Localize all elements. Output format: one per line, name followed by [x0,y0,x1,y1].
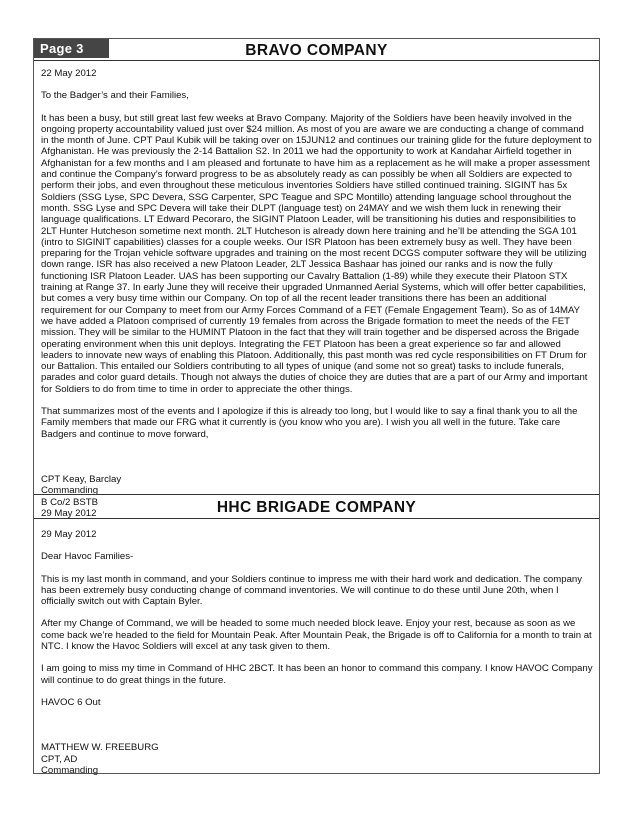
page-number-label: Page 3 [34,39,109,58]
hhc-paragraph: I am going to miss my time in Command of HHC 2BCT. It has been an honor to command this company. I know HAVOC Company will continue to do great things in the future. [41,663,593,686]
hhc-top-divider [34,494,599,495]
bravo-letter [41,68,594,519]
hhc-date: 29 May 2012 [41,529,97,540]
hhc-brigade-company-title: HHC BRIGADE COMPANY [216,499,417,516]
bravo-closing: That summarizes most of the events and I apologize if this is already too long, but I would like to say a final thank you to all the Family members that made our FRG what it currently is (you know who you are). I wish you all well in the future. Take care Badgers and continue to move forward, [41,406,578,440]
hhc-signature-line: CPT, AD [41,753,78,765]
hhc-signature-line: Commanding [41,764,99,776]
bravo-body: It has been a busy, but still great last few weeks at Bravo Company. Majority of the Soldiers have been heavily involved in the ongoing property accountability valued just over $24 million. As most of you are aware we are conducting a change of command in the month of June. CPT Paul Kubik will be taking over on 15JUN12 and continues our training glide for the future deployment to Afghanistan. He was previously the 2-14 Battalion S2. In 2011 we had the opportunity to work at Kandahar Airfield together in Afghanistan for a few months and I am pleased and fortunate to have him as a replacement as he will make a proper assessment and continue the Company’s forward progress to be as absolutely ready as can possibly be when all Soldiers are expected to perform their jobs, and even throughout these meticulous inventories Soldiers have stilled continued training. SIGINT has 5x Soldiers (SSG Lyse, SPC Devera, SSG Carpenter, SPC Teague and SPC Montillo) attending language school throughout the month. SSG Lyse and SPC Devera will take their DLPT (language test) on 24MAY and we wish them luck in renewing their language qualifications. LT Edward Pecoraro, the SIGINT Platoon Leader, will be transitioning his duties and responsibilities to 2LT Hunter Hutcheson sometime next month. 2LT Hutcheson is already down here training and he’ll be attending the SGA 101 (intro to SIGINIT capabilities) classes for a couple weeks. Our ISR Platoon has been extremely busy as well. They have been preparing for the Trojan vehicle software upgrades and training on the most recent DCGS computer software they will be utilizing down range. ISR has also received a new Platoon Leader, 2LT Jessica Bashaar has joined our ranks and is now the fully functioning ISR Platoon Leader. UAS has been supporting our Cavalry Battalion (1-89) while they execute their Platoon STX training at Range 37. In early June they will receive their upgraded Unmanned Aerial Systems, which will offer better capabilities, but comes a very busy time within our Company. On top of all the recent leader transitions there has been an additional requirement for our Company to meet from our Army Forces Command of a FET (Female Engagement Team). So as of 14MAY we have added a Platoon comprised of currently 19 females from across the Brigade formation to meet the needs of the FET mission. They will be similar to the HUMINT Platoon in the fact that they will train together and be dispersed across the Brigade operating environment when this unit deploys. Integrating the FET Platoon has been a great experience so far and allowed leaders to innovate new ways of enabling this Platoon. Additionally, this past month was red cycle responsibilities on FT Drum for our Battalion. This entailed our Soldiers contributing to all types of unique (and some not so great) tasks to include funerals, parades and color guard details. Though not always the duties of choice they are duties that are a part of our Army and important for Soldiers to do from time to time in order to appreciate the other things. [41,112,592,395]
hhc-signature [41,742,594,776]
bravo-signature-line: B Co/2 BSTB [41,496,99,508]
hhc-salutation: Dear Havoc Families- [41,551,134,563]
bravo-signature-line: CPT Keay, Barclay [41,473,122,485]
hhc-signature-line: MATTHEW W. FREEBURG [41,742,159,754]
hhc-letter [41,529,594,776]
bravo-divider [34,60,599,61]
bravo-signature-line: 29 May 2012 [41,507,97,519]
bravo-signature-line: Commanding [41,485,99,497]
bravo-date: 22 May 2012 [41,68,97,79]
hhc-divider [34,518,599,519]
hhc-paragraph: This is my last month in command, and your Soldiers continue to impress me with their hard work and dedication. The company has been extremely busy conducting change of command inventories. We will continue to do these until June 20th, when I officially switch out with Captain Byler. [41,573,583,608]
hhc-closing: HAVOC 6 Out [41,696,101,708]
bravo-salutation: To the Badger’s and their Families, [41,90,189,102]
bravo-company-title: BRAVO COMPANY [245,42,388,59]
newsletter-page [33,38,600,774]
hhc-paragraph: After my Change of Command, we will be headed to some much needed block leave. Enjoy your rest, because as soon as we come back we’re headed to the field for Mountain Peak. After Mountain Peak, the Brigade is off to California for a month to train at NTC. I know the Havoc Soldiers will excel at any task given to them. [41,618,592,653]
